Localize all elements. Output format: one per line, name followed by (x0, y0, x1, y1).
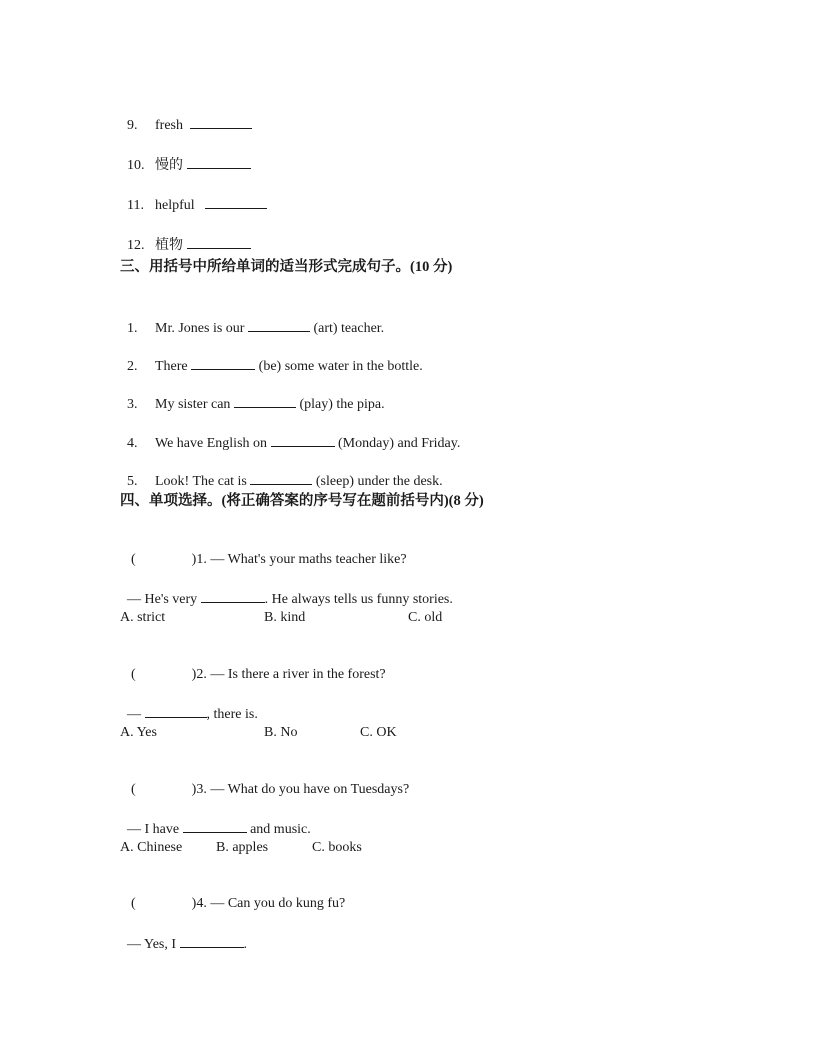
answer-blank[interactable] (271, 433, 335, 447)
section-heading: 三、用括号中所给单词的适当形式完成句子。(10 分) (120, 259, 453, 275)
answer-blank[interactable] (191, 356, 255, 370)
question-text: )1. — What's your maths teacher like? (191, 552, 407, 567)
answer-blank[interactable] (183, 819, 247, 833)
question-text: )4. — Can you do kung fu? (191, 896, 346, 911)
vocab-item (120, 217, 251, 255)
sentence-after: (sleep) under the desk. (312, 474, 443, 489)
answer-blank[interactable] (234, 394, 296, 408)
reply-before: — I have (127, 822, 183, 837)
vocab-word: fresh (155, 118, 183, 133)
reply-after: and music. (246, 822, 311, 837)
reply-after: . (243, 937, 248, 952)
answer-blank[interactable] (248, 318, 310, 332)
question-line (124, 763, 409, 799)
reply-before: — (127, 707, 145, 722)
option-a[interactable]: A. Chinese (120, 840, 183, 855)
option-c[interactable]: C. old (408, 610, 443, 625)
sentence-before: Look! The cat is (155, 474, 251, 489)
answer-blank[interactable] (180, 934, 244, 948)
option-b[interactable]: B. kind (264, 610, 306, 625)
answer-blank[interactable] (201, 589, 265, 603)
fill-sentence (120, 453, 443, 491)
option-a[interactable]: A. strict (120, 610, 166, 625)
reply-before: — He's very (127, 592, 201, 607)
question-line (124, 648, 386, 684)
fill-sentence (120, 338, 423, 376)
option-a[interactable]: A. Yes (120, 725, 157, 740)
answer-blank[interactable] (250, 471, 312, 485)
item-number: 5. (127, 474, 138, 489)
option-b[interactable]: B. apples (216, 840, 269, 855)
item-number: 10. (127, 158, 145, 173)
reply-line (120, 686, 258, 724)
answer-blank[interactable] (187, 235, 251, 249)
sentence-after: (play) the pipa. (295, 397, 385, 412)
vocab-word: 植物 (155, 238, 183, 253)
answer-blank[interactable] (190, 115, 252, 129)
item-number: 2. (127, 359, 138, 374)
question-text: )2. — Is there a river in the forest? (191, 667, 386, 682)
item-number: 12. (127, 238, 145, 253)
section-heading: 四、单项选择。(将正确答案的序号写在题前括号内)(8 分) (120, 493, 484, 509)
item-number: 3. (127, 397, 138, 412)
sentence-before: Mr. Jones is our (155, 321, 248, 336)
item-number: 4. (127, 436, 138, 451)
option-c[interactable]: C. books (312, 840, 362, 855)
answer-paren-open: ( (131, 667, 136, 682)
question-text: )3. — What do you have on Tuesdays? (191, 782, 410, 797)
sentence-after: (art) teacher. (309, 321, 385, 336)
sentence-after: (Monday) and Friday. (334, 436, 461, 451)
answer-paren-open: ( (131, 552, 136, 567)
reply-before: — Yes, I (127, 937, 180, 952)
answer-blank[interactable] (205, 195, 267, 209)
answer-paren-open: ( (131, 896, 136, 911)
reply-line (120, 801, 311, 839)
option-b[interactable]: B. No (264, 725, 298, 740)
answer-blank[interactable] (187, 155, 251, 169)
vocab-item (120, 97, 252, 135)
fill-sentence (120, 376, 385, 414)
item-number: 11. (127, 198, 144, 213)
vocab-item (120, 177, 267, 215)
sentence-before: There (155, 359, 192, 374)
fill-sentence (120, 300, 384, 338)
sentence-before: My sister can (155, 397, 234, 412)
vocab-word: helpful (155, 198, 195, 213)
reply-line (120, 571, 453, 609)
reply-after: . He always tells us funny stories. (264, 592, 453, 607)
sentence-before: We have English on (155, 436, 271, 451)
fill-sentence (120, 415, 460, 453)
question-line (124, 533, 407, 569)
option-c[interactable]: C. OK (360, 725, 397, 740)
vocab-item (120, 137, 251, 175)
item-number: 1. (127, 321, 138, 336)
vocab-word: 慢的 (155, 158, 183, 173)
reply-line (120, 916, 247, 954)
item-number: 9. (127, 118, 138, 133)
reply-after: , there is. (206, 707, 258, 722)
answer-paren-open: ( (131, 782, 136, 797)
answer-blank[interactable] (145, 704, 207, 718)
question-line (124, 877, 345, 913)
sentence-after: (be) some water in the bottle. (255, 359, 423, 374)
